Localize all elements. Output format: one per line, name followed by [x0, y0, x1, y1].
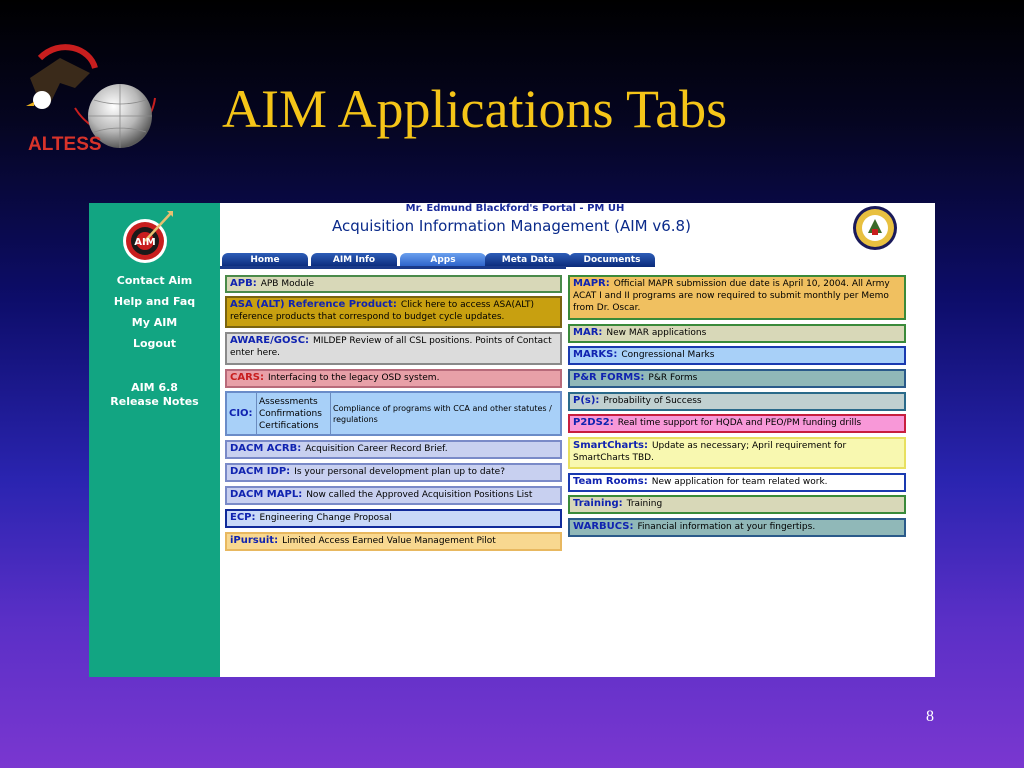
aim-tab-bar [222, 253, 641, 267]
aim-target-logo-icon [121, 209, 175, 265]
release-notes-version[interactable]: AIM 6.8 [131, 381, 178, 394]
slide-title: AIM Applications Tabs [222, 79, 728, 139]
app-cio[interactable]: CIO: Assessments Confirmations Certifications Compliance of programs with CCA and other statutes / regulations [225, 391, 562, 436]
app-asa-alt[interactable]: ASA (ALT) Reference Product: Click here to access ASA(ALT) reference products that correspond to budget cycle updates. [225, 296, 562, 328]
app-cars[interactable]: CARS: Interfacing to the legacy OSD system. [225, 369, 562, 388]
app-training[interactable]: Training: Training [568, 495, 906, 514]
tab-aim-info[interactable]: AIM Info [311, 253, 397, 267]
aim-page-title: Acquisition Information Management (AIM v6.8) [332, 217, 691, 235]
tab-apps[interactable]: Apps [400, 253, 486, 267]
app-mar[interactable]: MAR: New MAR applications [568, 324, 906, 343]
tab-documents[interactable]: Documents [569, 253, 655, 267]
app-p2ds2[interactable]: P2DS2: Real time support for HQDA and PEO/PM funding drills [568, 414, 906, 433]
tab-underline [220, 266, 566, 269]
aim-main [220, 203, 935, 677]
app-warbucs[interactable]: WARBUCS: Financial information at your fingertips. [568, 518, 906, 537]
aim-sidebar [89, 203, 220, 677]
aim-logo-label: AIM [134, 237, 156, 248]
aim-portal-screenshot [89, 203, 935, 677]
cio-assessments: Assessments [259, 396, 318, 407]
app-dacm-idp[interactable]: DACM IDP: Is your personal development plan up to date? [225, 463, 562, 482]
sidebar-link-contact-aim[interactable]: Contact Aim [116, 274, 193, 287]
app-smartcharts[interactable]: SmartCharts: Update as necessary; April requirement for SmartCharts TBD. [568, 437, 906, 469]
app-team-rooms[interactable]: Team Rooms: New application for team related work. [568, 473, 906, 492]
app-pr-forms[interactable]: P&R FORMS: P&R Forms [568, 369, 906, 388]
tab-meta-data[interactable]: Meta Data [485, 253, 571, 267]
army-seal-icon [848, 205, 902, 251]
cio-confirmations: Confirmations [259, 408, 322, 419]
sidebar-link-logout[interactable]: Logout [132, 337, 177, 350]
page-number: 8 [926, 708, 934, 725]
sidebar-link-help-faq[interactable]: Help and Faq [113, 295, 196, 308]
app-ipursuit[interactable]: iPursuit: Limited Access Earned Value Management Pilot [225, 532, 562, 551]
app-marks[interactable]: MARKS: Congressional Marks [568, 346, 906, 365]
portal-owner: Mr. Edmund Blackford's Portal - PM UH [405, 203, 625, 214]
sidebar-link-my-aim[interactable]: My AIM [131, 316, 178, 329]
app-ecp[interactable]: ECP: Engineering Change Proposal [225, 509, 562, 528]
altess-logo-text: ALTESS [28, 134, 102, 155]
release-notes-link[interactable]: Release Notes [110, 395, 199, 408]
app-apb[interactable]: APB: APB Module [225, 275, 562, 293]
app-mapr[interactable]: MAPR: Official MAPR submission due date is April 10, 2004. All Army ACAT I and II programs are now required to submit monthly per Memo from Dr. Oscar. [568, 275, 906, 320]
app-dacm-mapl[interactable]: DACM MAPL: Now called the Approved Acquisition Positions List [225, 486, 562, 505]
cio-certifications: Certifications [259, 420, 319, 431]
tab-home[interactable]: Home [222, 253, 308, 267]
app-dacm-acrb[interactable]: DACM ACRB: Acquisition Career Record Brief. [225, 440, 562, 459]
app-ps[interactable]: P(s): Probability of Success [568, 392, 906, 411]
app-aware-gosc[interactable]: AWARE/GOSC: MILDEP Review of all CSL positions. Points of Contact enter here. [225, 332, 562, 365]
